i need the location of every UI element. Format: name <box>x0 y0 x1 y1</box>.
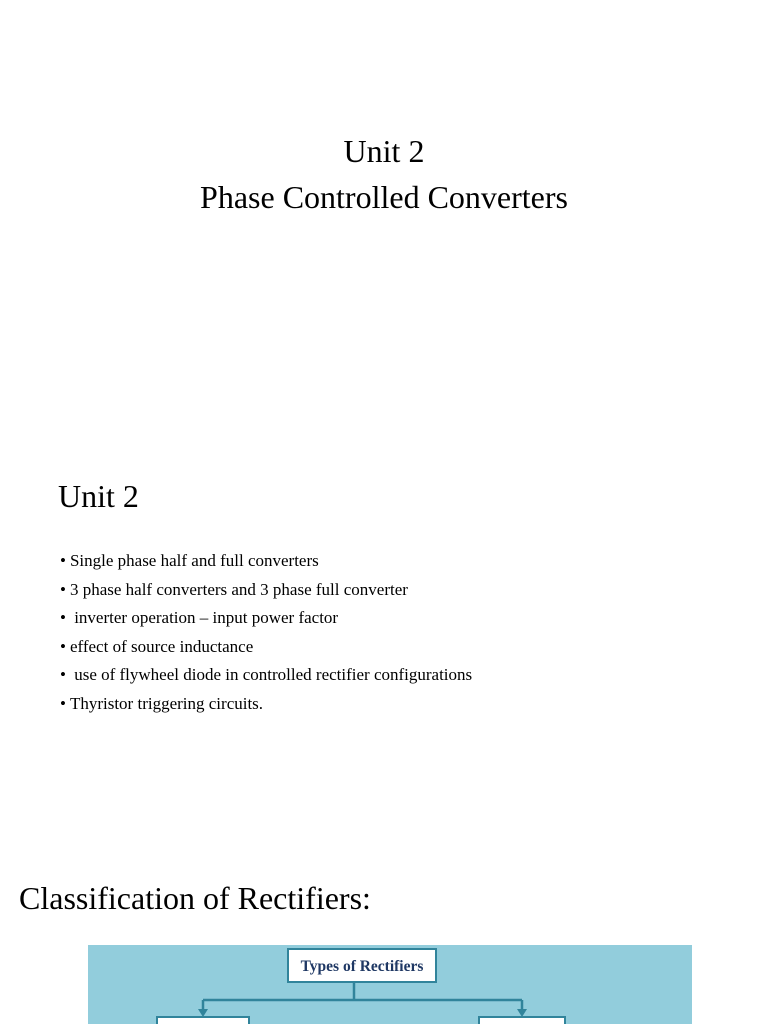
slide-title <box>0 128 768 220</box>
bullet-icon: • <box>60 579 66 599</box>
list-item <box>60 661 472 690</box>
unit-heading: Unit 2 <box>58 478 139 514</box>
list-item <box>60 633 472 662</box>
title-line-topic: Phase Controlled Converters <box>200 179 568 215</box>
bullet-icon: • <box>60 693 66 713</box>
root-node-label: Types of Rectifiers <box>300 958 424 975</box>
bullet-icon: • <box>60 551 66 570</box>
list-item-text: Single phase half and full converters <box>69 551 319 570</box>
child-node-right <box>479 1017 565 1024</box>
list-item-text: 3 phase half converters and 3 phase full converter <box>69 579 408 599</box>
list-item-text: inverter operation – input power factor <box>69 608 339 628</box>
list-item-text: use of flywheel diode in controlled rectifier configurations <box>69 665 473 685</box>
root-node <box>288 949 436 982</box>
list-item <box>60 547 472 576</box>
list-item <box>60 576 472 605</box>
child-node-left <box>157 1017 249 1024</box>
list-item-text: Thyristor triggering circuits. <box>69 693 264 713</box>
classification-heading: Classification of Rectifiers: <box>19 880 371 916</box>
bullet-icon: • <box>60 608 66 628</box>
list-item <box>60 604 472 633</box>
rectifier-classification-diagram <box>88 945 692 1024</box>
bullet-icon: • <box>60 636 66 656</box>
list-item-text: effect of source inductance <box>69 636 254 656</box>
topics-list <box>60 547 472 719</box>
list-item <box>60 690 472 719</box>
bullet-icon: • <box>60 665 66 685</box>
title-line-unit: Unit 2 <box>343 133 425 169</box>
